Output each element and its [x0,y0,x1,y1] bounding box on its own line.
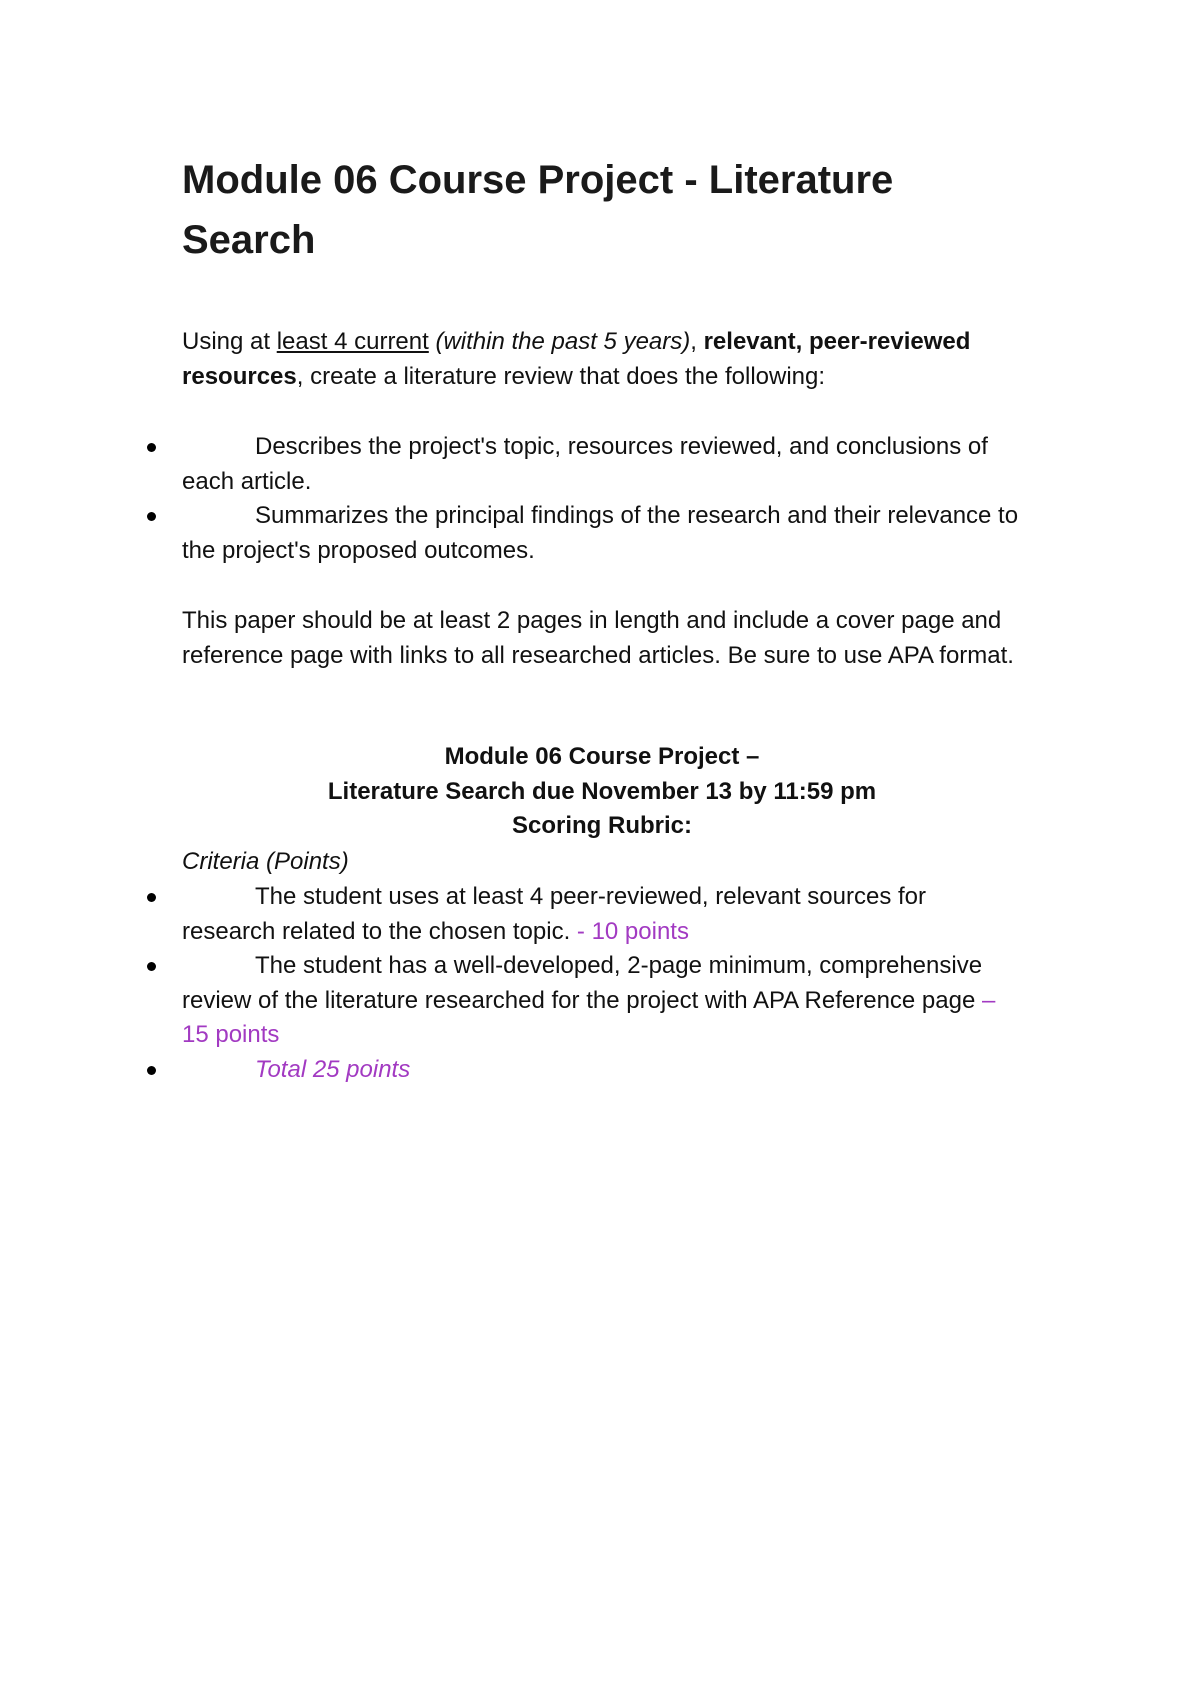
rubric-item-description: The student uses at least 4 peer-reviewed, relevant sources for research related to the chosen topic. [182,883,927,945]
rubric-heading-line-3: Scoring Rubric: [511,812,692,839]
intro-italic-text: (within the past 5 years) [435,328,691,355]
bullet-icon [147,1066,156,1075]
list-item [0,880,1022,949]
intro-text-3: , [690,328,704,355]
bullet-icon [147,443,156,452]
rubric-list [0,880,1200,1087]
criteria-label: Criteria (Points) [182,848,349,875]
intro-paragraph [182,325,1022,394]
requirements-list [0,430,1200,568]
list-item [0,1053,1022,1088]
bullet-icon [147,893,156,902]
intro-bold-text: relevant, peer-reviewed resources [182,328,971,390]
rubric-item-text [182,880,1022,949]
requirement-text: Describes the project's topic, resources reviewed, and conclusions of each article. [182,433,988,495]
rubric-heading-line-1: Module 06 Course Project – [444,743,760,770]
rubric-heading [182,740,1022,844]
intro-text-4: , create a literature review that does the following: [296,362,826,390]
rubric-item-description: The student has a well-developed, 2-page minimum, comprehensive review of the literature researched for the project with APA Reference page [182,952,983,1014]
intro-underlined-text: least 4 current [276,328,429,355]
list-item [0,499,1022,568]
requirement-text: Summarizes the principal findings of the research and their relevance to the project's proposed outcomes. [182,502,1019,564]
rubric-total: Total 25 points [255,1055,411,1083]
bullet-icon [147,512,156,521]
document-title: Module 06 Course Project - Literature Search [182,158,894,262]
intro-text-1: Using at [182,328,277,355]
list-item [0,430,1022,499]
length-paragraph: This paper should be at least 2 pages in length and include a cover page and reference page with links to all researched articles. Be sure to use APA format. [182,607,1014,669]
rubric-item-points: – 15 points [182,986,996,1048]
rubric-item-text [182,949,1022,1053]
bullet-icon [147,962,156,971]
rubric-heading-line-2: Literature Search due November 13 by 11:59 pm [327,777,877,805]
rubric-item-points: - 10 points [570,917,689,945]
list-item [0,949,1022,1053]
